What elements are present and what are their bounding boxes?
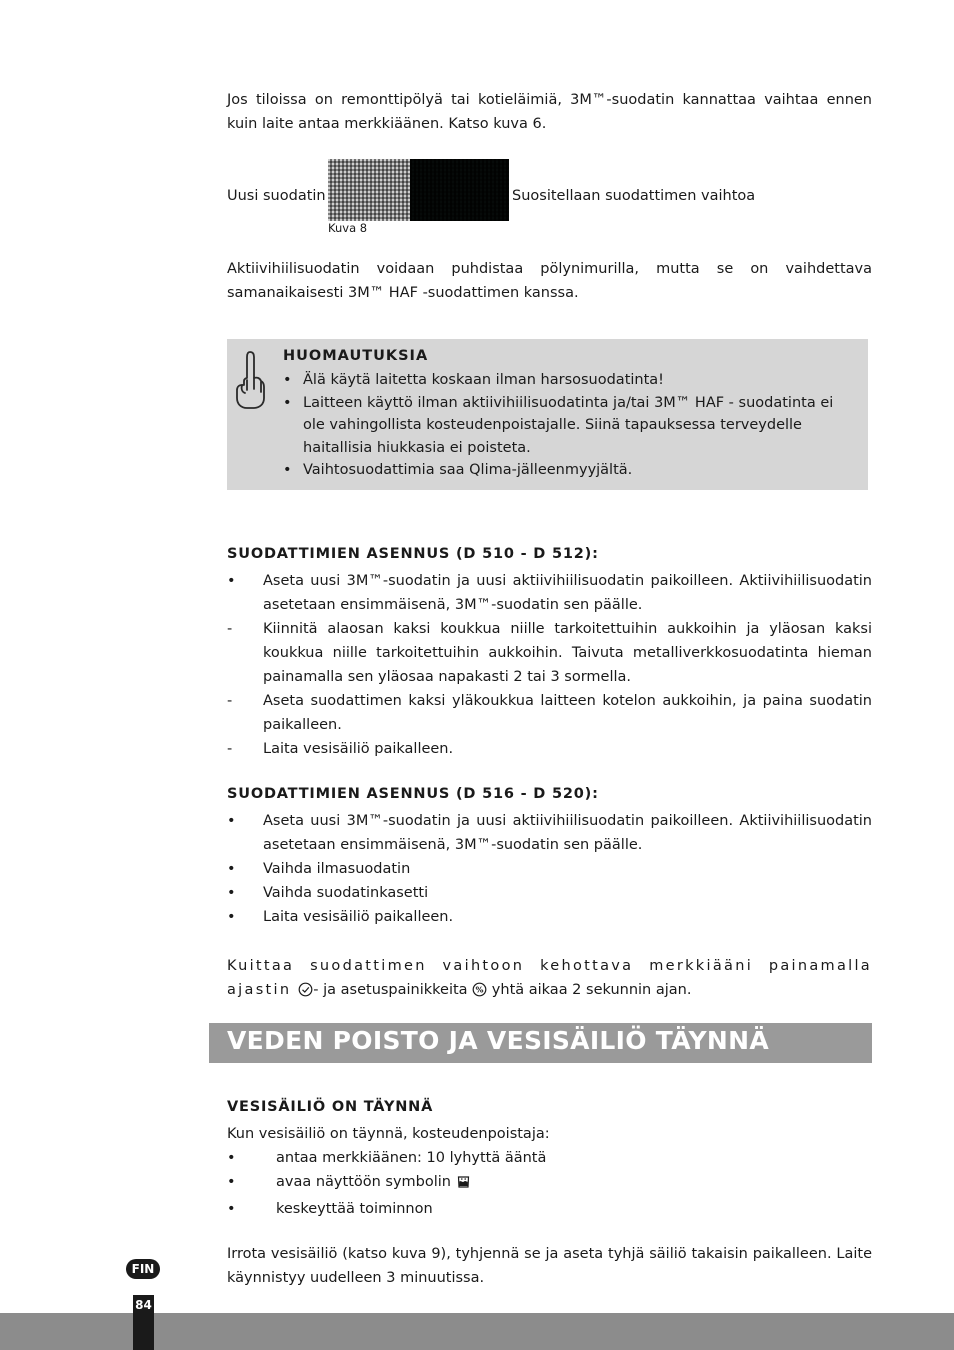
bullet: •	[283, 372, 292, 388]
new-filter-label: Uusi suodatin	[227, 188, 326, 204]
list-item: • Vaihda suodatinkasetti	[227, 885, 429, 901]
install-heading-d510: SUODATTIMIEN ASENNUS (D 510 - D 512):	[227, 546, 599, 562]
list-item: • antaa merkkiäänen: 10 lyhyttä ääntä	[227, 1150, 547, 1166]
list-item: • Aseta uusi 3M™-suodatin ja uusi aktiivihiilisuodatin paikoilleen. Aktiivihiilisuodatin asetetaan ensimmäisenä, 3M™-suodatin sen päälle.	[227, 813, 872, 853]
tank-full-icon	[456, 1173, 471, 1197]
new-filter-photo	[328, 159, 410, 221]
carbon-filter-text: Aktiivihiilisuodatin voidaan puhdistaa pölynimurilla, mutta se on vaihdettava samanaikaisesti 3M™ HAF -suodattimen kanssa.	[227, 261, 872, 301]
page-number: 84	[135, 1298, 152, 1312]
intro-paragraph: Jos tiloissa on remonttipölyä tai kotieläimiä, 3M™-suodatin kannattaa vaihtaa ennen kuin laite antaa merkkiäänen. Katso kuva 6.	[227, 92, 872, 132]
pointing-hand-icon	[233, 348, 267, 412]
list-item: - Aseta suodattimen kaksi yläkoukkua laitteen kotelon aukkoihin, ja paina suodatin paikalleen.	[227, 693, 872, 733]
note-item: • Laitteen käyttö ilman aktiivihiilisuodatinta ja/tai 3M™ HAF - suodatinta ei ole vahingollista kosteudenpoistajalle. Siinä tapauksessa terveydelle haitallisia hiukkasia ei poisteta.	[283, 392, 858, 460]
section-title: VEDEN POISTO JA VESISÄILIÖ TÄYNNÄ	[227, 1026, 769, 1055]
list-item: • Laita vesisäiliö paikalleen.	[227, 909, 454, 925]
timer-icon	[298, 981, 313, 1005]
figure-caption: Kuva 8	[328, 221, 368, 235]
dirty-filter-photo	[410, 159, 509, 221]
notes-list	[283, 369, 858, 482]
list-item: • Vaihda ilmasuodatin	[227, 861, 411, 877]
note-item: • Vaihtosuodattimia saa Qlima-jälleenmyyjältä.	[283, 459, 858, 482]
tank-full-list	[227, 1146, 872, 1221]
replace-filter-label: Suositellaan suodattimen vaihtoa	[512, 188, 756, 204]
svg-text:%: %	[475, 985, 484, 995]
bullet: •	[283, 462, 292, 478]
filter-comparison-image	[328, 159, 509, 221]
install-heading-d516: SUODATTIMIEN ASENNUS (D 516 - D 520):	[227, 786, 599, 802]
tank-full-outro: Irrota vesisäiliö (katso kuva 9), tyhjennä se ja aseta tyhjä säiliö takaisin paikalleen. Laite käynnistyy uudelleen 3 minuutissa.	[227, 1246, 872, 1286]
list-item: • keskeyttää toiminnon	[227, 1201, 433, 1217]
carbon-filter-paragraph	[227, 257, 872, 305]
install-list-d510	[227, 569, 872, 761]
notes-title: HUOMAUTUKSIA	[283, 348, 429, 364]
install-list-d516	[227, 809, 872, 929]
list-item: • Aseta uusi 3M™-suodatin ja uusi aktiivihiilisuodatin paikoilleen. Aktiivihiilisuodatin asetetaan ensimmäisenä, 3M™-suodatin sen päälle.	[227, 573, 872, 613]
reset-paragraph: Kuittaa suodattimen vaihtoon kehottava merkkiääni painamalla ajastin - ja asetuspainikkeita % yhtä aikaa 2 sekunnin ajan.	[227, 954, 872, 1005]
setting-button-icon	[472, 981, 487, 1005]
note-item: • Älä käytä laitetta koskaan ilman harsosuodatinta!	[283, 369, 858, 392]
bullet: •	[283, 394, 292, 411]
list-item: - Laita vesisäiliö paikalleen.	[227, 741, 454, 757]
language-badge: FIN	[126, 1259, 160, 1279]
list-item: • avaa näyttöön symbolin	[227, 1170, 872, 1197]
tank-full-heading: VESISÄILIÖ ON TÄYNNÄ	[227, 1099, 434, 1115]
list-item: - Kiinnitä alaosan kaksi koukkua niille tarkoitettuihin aukkoihin ja yläosan kaksi koukkua niille tarkoitettuihin aukkoihin. Taivuta metalliverkkosuodatinta hieman painamalla sen yläosaa napakasti 2 tai 3 sormella.	[227, 621, 872, 685]
tank-full-intro: Kun vesisäiliö on täynnä, kosteudenpoistaja:	[227, 1126, 550, 1142]
